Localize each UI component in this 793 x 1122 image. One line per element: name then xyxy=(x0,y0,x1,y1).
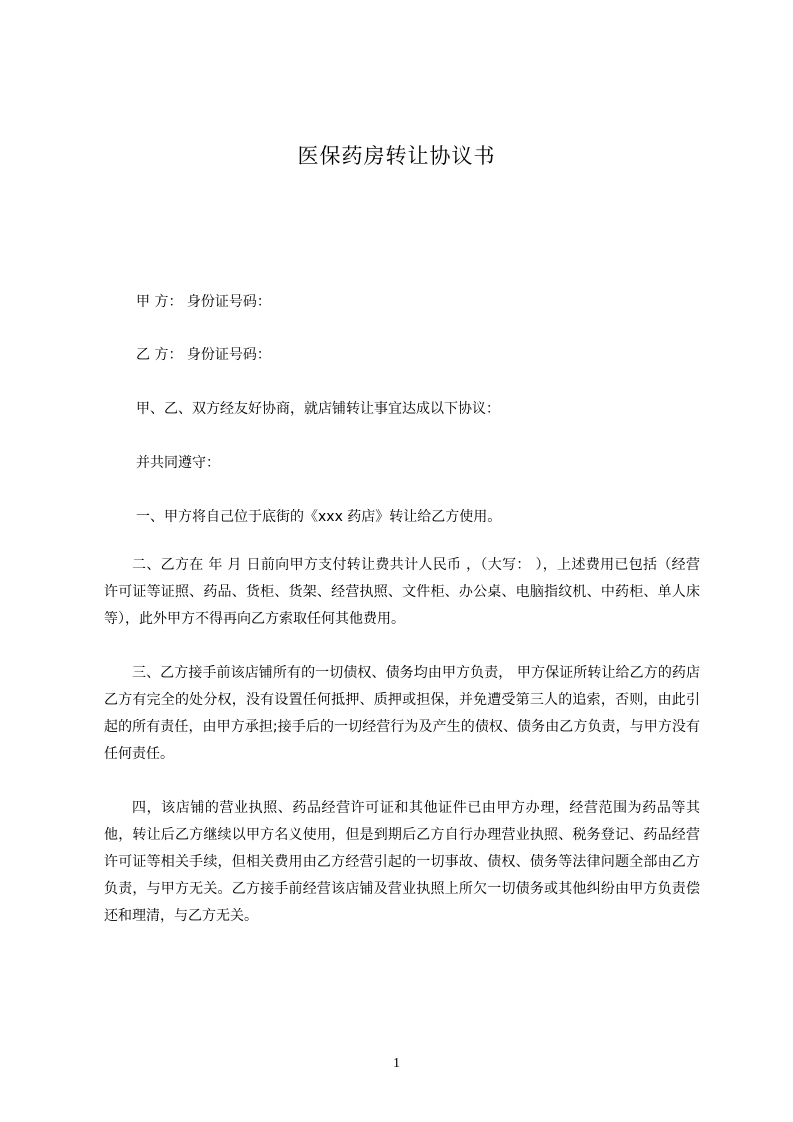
page-number: 1 xyxy=(393,1056,400,1071)
intro-line: 甲、乙、双方经友好协商，就店铺转让事宜达成以下协议： xyxy=(136,401,500,417)
clause-3: 三、乙方接手前该店铺所有的一切债权、债务均由甲方负责， 甲方保证所转让给乙方的药店乙方有完全的处分权，没有设置任何抵押、质押或担保，并免遭受第三人的追索，否则，由此引起的所有责任，由甲方承担;接手后的一切经营行为及产生的债权、债务由乙方负责，与甲方没有任何责任。 xyxy=(104,665,700,762)
compliance-line: 并共同遵守： xyxy=(136,455,220,471)
document-title: 医保药房转让协议书 xyxy=(297,144,496,168)
party-a-line: 甲 方： 身份证号码： xyxy=(136,294,271,310)
clause-4: 四，该店铺的营业执照、药品经营许可证和其他证件已由甲方办理，经营范围为药品等其他，转让后乙方继续以甲方名义使用，但是到期后乙方自行办理营业执照、税务登记、药品经营许可证等相关手续，但相关费用由乙方经营引起的一切事故、债权、债务等法律问题全部由乙方负责，与甲方无关。乙方接手前经营该店铺及营业执照上所欠一切债务或其他纠纷由甲方负责偿还和理清，与乙方无关。 xyxy=(104,800,700,924)
clause-1: 一、甲方将自己位于底街的《xxx 药店》转让给乙方使用。 xyxy=(136,509,502,525)
party-b-line: 乙 方： 身份证号码： xyxy=(136,347,271,363)
clause-2: 二、乙方在 年 月 日前向甲方支付转让费共计人民币 ，（大写： ），上述费用已包括（经营许可证等证照、药品、货柜、货架、经营执照、文件柜、办公桌、电脑指纹机、中药柜、单人床等），此外甲方不得再向乙方索取任何其他费用。 xyxy=(104,557,700,627)
